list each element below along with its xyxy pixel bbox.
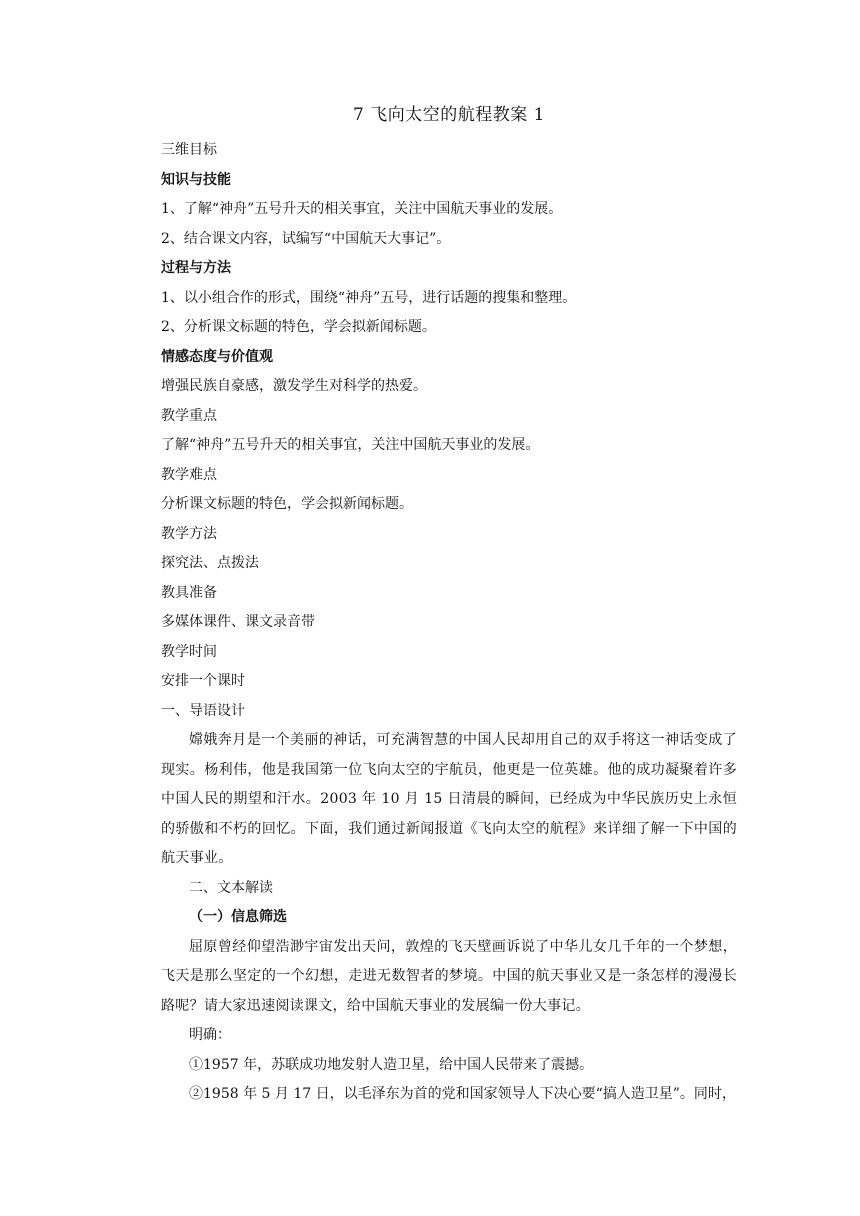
heading-difficulty: 教学难点 [161, 466, 217, 483]
goal-item: 1、以小组合作的形式，围绕“神舟”五号，进行话题的搜集和整理。 [161, 289, 577, 306]
goal-item: 2、结合课文内容，试编写“中国航天大事记”。 [161, 230, 451, 247]
goal-item: 增强民族自豪感，激发学生对科学的热爱。 [161, 378, 427, 394]
heading-key-point: 教学重点 [161, 407, 217, 424]
heading-three-dimensional-goals: 三维目标 [161, 142, 217, 158]
materials-text: 多媒体课件、课文录音带 [161, 614, 315, 630]
key-point-text: 了解“神舟”五号升天的相关事宜，关注中国航天事业的发展。 [161, 437, 540, 453]
clarify-label: 明确： [189, 1027, 231, 1043]
difficulty-text: 分析课文标题的特色，学会拟新闻标题。 [161, 496, 413, 512]
document-title: 7 飞向太空的航程教案 1 [353, 105, 545, 125]
heading-method: 教学方法 [161, 525, 217, 542]
section-text-reading-heading: 二、文本解读 [189, 879, 273, 896]
goal-item: 2、分析课文标题的特色，学会拟新闻标题。 [161, 319, 436, 335]
timeline-item: ②1958 年 5 月 17 日，以毛泽东为首的党和国家领导人下决心要“搞人造卫星”。同时， [189, 1086, 736, 1102]
subsection-info-filter-heading: （一）信息筛选 [189, 909, 287, 925]
timeline-item: ①1957 年，苏联成功地发射人造卫星，给中国人民带来了震撼。 [189, 1056, 594, 1073]
heading-emotion-values: 情感态度与价值观 [161, 348, 273, 365]
intro-paragraph: 嫦娥奔月是一个美丽的神话，可充满智慧的中国人民却用自己的双手将这一神话变成了现实。杨利伟，他是我国第一位飞向太空的宇航员，他更是一位英雄。他的成功凝聚着许多中国人民的期望和汗水。2003 年 10 月 15 日清晨的瞬间，已经成为中华民族历史上永恒的骄傲和不朽的回忆。下面，我们通过新闻报道《飞向太空的航程》来详细了解一下中国的航天事业。 [161, 732, 737, 866]
heading-materials: 教具准备 [161, 584, 217, 601]
time-text: 安排一个课时 [161, 673, 245, 689]
info-filter-paragraph: 屈原曾经仰望浩渺宇宙发出天问，敦煌的飞天壁画诉说了中华儿女几千年的一个梦想，飞天是那么坚定的一个幻想，走进无数智者的梦境。中国的航天事业又是一条怎样的漫漫长路呢？请大家迅速阅读课文，给中国航天事业的发展编一份大事记。 [161, 938, 737, 1014]
method-text: 探究法、点拨法 [161, 555, 259, 571]
document-page [161, 100, 737, 1110]
heading-time: 教学时间 [161, 643, 217, 660]
heading-process-method: 过程与方法 [161, 260, 231, 276]
section-intro-heading: 一、导语设计 [161, 702, 245, 719]
goal-item: 1、了解“神舟”五号升天的相关事宜，关注中国航天事业的发展。 [161, 201, 563, 217]
heading-knowledge-skills: 知识与技能 [161, 171, 231, 188]
